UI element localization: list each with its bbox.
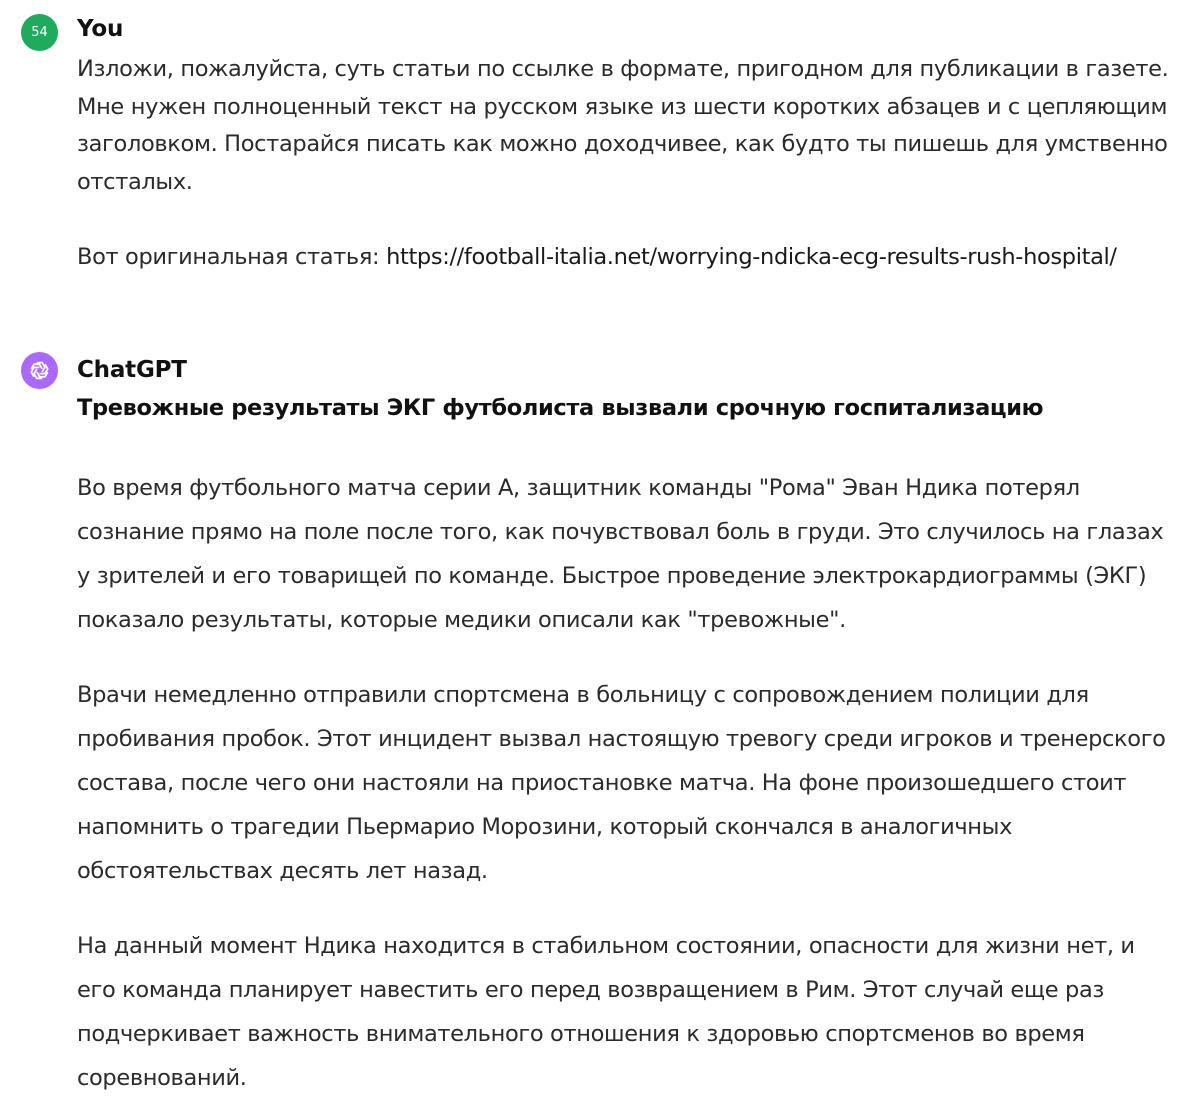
- assistant-name: ChatGPT: [77, 357, 187, 383]
- user-source-prefix: Вот оригинальная статья:: [77, 243, 387, 270]
- reply-title: Тревожные результаты ЭКГ футболиста вызвали срочную госпитализацию: [77, 395, 1044, 421]
- user-message-body: [77, 51, 1172, 276]
- reply-paragraph: Врачи немедленно отправили спортсмена в больницу с сопровождением полиции для пробивания пробок. Этот инцидент вызвал настоящую тревогу среди игроков и тренерского состава, после чего они настояли на приостановке матча. На фоне произошедшего стоит напомнить о трагедии Пьермарио Морозини, который скончался в аналогичных обстоятельствах десять лет назад.: [77, 682, 1166, 884]
- user-name: You: [77, 16, 124, 42]
- assistant-message-body: [77, 466, 1172, 1100]
- user-avatar[interactable]: 54: [21, 14, 58, 51]
- user-source-line: [77, 239, 1172, 277]
- reply-paragraph: Во время футбольного матча серии А, защитник команды "Рома" Эван Ндика потерял сознание прямо на поле после того, как почувствовал боль в груди. Это случилось на глазах у зрителей и его товарищей по команде. Быстрое проведение электрокардиограммы (ЭКГ) показало результаты, которые медики описали как "тревожные".: [77, 475, 1164, 633]
- reply-paragraph: На данный момент Ндика находится в стабильном состоянии, опасности для жизни нет, и его команда планирует навестить его перед возвращением в Рим. Этот случай еще раз подчеркивает важность внимательного отношения к здоровью спортсменов во время соревнований.: [77, 933, 1135, 1091]
- assistant-avatar: [21, 352, 58, 389]
- openai-logo-icon: [27, 358, 52, 383]
- user-request-text: Изложи, пожалуйста, суть статьи по ссылке в формате, пригодном для публикации в газете. Мне нужен полноценный текст на русском языке из шести коротких абзацев и с цепляющим заголовком. Постарайся писать как можно доходчивее, как будто ты пишешь для умственно отсталых.: [77, 56, 1169, 195]
- source-link[interactable]: https://football-italia.net/worrying-ndicka-ecg-results-rush-hospital/: [386, 243, 1117, 270]
